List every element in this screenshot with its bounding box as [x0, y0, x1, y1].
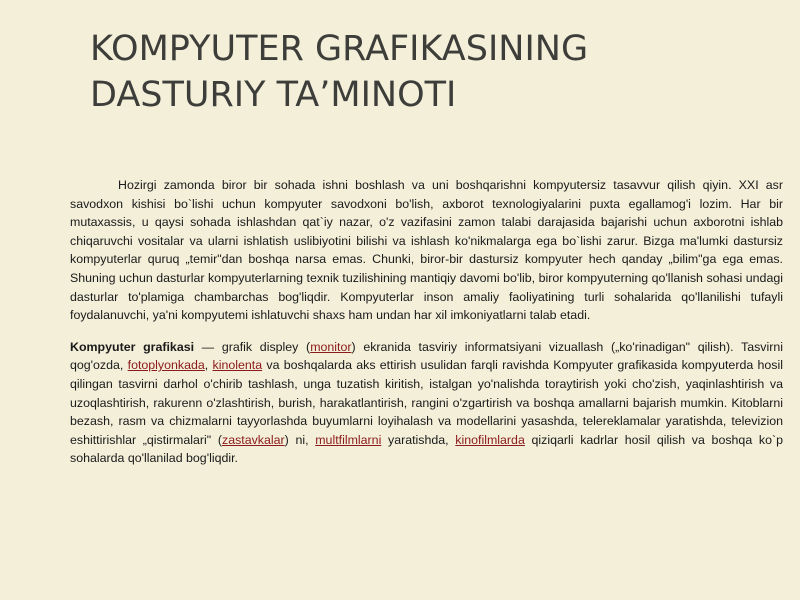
link-zastavkalar[interactable]: zastavkalar — [222, 432, 285, 447]
link-fotoplyonka[interactable]: fotoplyonkada — [127, 358, 205, 373]
paragraph-text: ) ekranida tasviriy informatsiyani vizuallash („ko'rinadigan" qilish). Tasvirni qog'ozda, — [70, 339, 784, 373]
link-multfilmlar[interactable]: multfilmlarni — [315, 432, 382, 447]
link-monitor[interactable]: monitor — [310, 339, 352, 354]
term-kompyuter-grafikasi: Kompyuter grafikasi — [70, 339, 195, 354]
paragraph-text: , — [204, 358, 213, 373]
link-kinofilmlar[interactable]: kinofilmlarda — [455, 432, 525, 447]
intro-paragraph: Hozirgi zamonda biror bir sohada ishni boshlash va uni boshqarishni kompyutersiz tasavvur qilish qiyin. XXI asr savodxon kishisi bo`lishi uchun kompyuter savodxoni bo'lish, axborot texnologiyalarini puxta egallamog'i lozim. Har bir mutaxassis, u qaysi sohada ishlashdan qat`iy nazar, o'z vazifasini zamon talabi darajasida bajarishi uchun axborotni ishlab chiqaruvchi vositalar va ularni ishlatish uslibiyotini bilishi va ishlash ko'nikmalarga ega bo`lishi zarur. Bizga ma'lumki dastursiz kompyuterlar quruq „temir"dan boshqa narsa emas. Chunki, biror-bir dastursiz kompyuter hech qanday „bilim"ga ega emas. Shuning uchun dasturlar kompyuterlarning texnik tuzilishining mantiqiy davomi bo'lib, biror kompyuterning qo'llanish sohasi undagi dasturlar to'plamiga chambarchas bog'liqdir. Kompyuterlar inson amaliy faoliyatining turli sohalarida qo'llanilishi tufayli foydalanuvchi, ya'ni kompyutemi ishlatuvchi shaxs ham undan har xil imkoniyatlarni talab etadi. — [70, 178, 783, 323]
paragraph-text: — grafik displey ( — [194, 339, 311, 354]
link-kinolenta[interactable]: kinolenta — [212, 358, 263, 373]
paragraph-text: va boshqalarda aks ettirish usulidan farqli ravishda Kompyuter grafikasida kompyuterda hosil qilingan tasvirni darhol o'chirib tashlash, unga tuzatish kiritish, istalgan yo'nalishda toraytirish yoki cho'zish, yaqinlashtirish va uzoqlashtirish, rakurenn o'zlashtirish, burish, harakatlantirish, rangini o'zgartirish va boshqa amallarni bajarish mumkin. Kitoblarni bezash, rasm va chizmalarni tayyorlashda buyumlarni loyihalash va modellarini yasashda, telereklamalar yaratishda, televizion eshittirishlar „qistirmalari" ( — [70, 358, 783, 447]
slide-body — [70, 176, 783, 468]
slide-title-line-1: KOMPYUTER GRAFIKASINING — [90, 29, 589, 69]
slide-title — [90, 26, 770, 118]
definition-paragraph — [70, 338, 783, 468]
paragraph-text: qiziqarli kadrlar hosil qilish va boshqa ko`p sohalarda qo'llanilad bog'liqdir. — [70, 432, 783, 466]
slide-title-line-2: DASTURIY TA’MINOTI — [90, 75, 457, 115]
paragraph-text: ) ni, — [284, 432, 316, 447]
paragraph-text: yaratishda, — [381, 432, 456, 447]
